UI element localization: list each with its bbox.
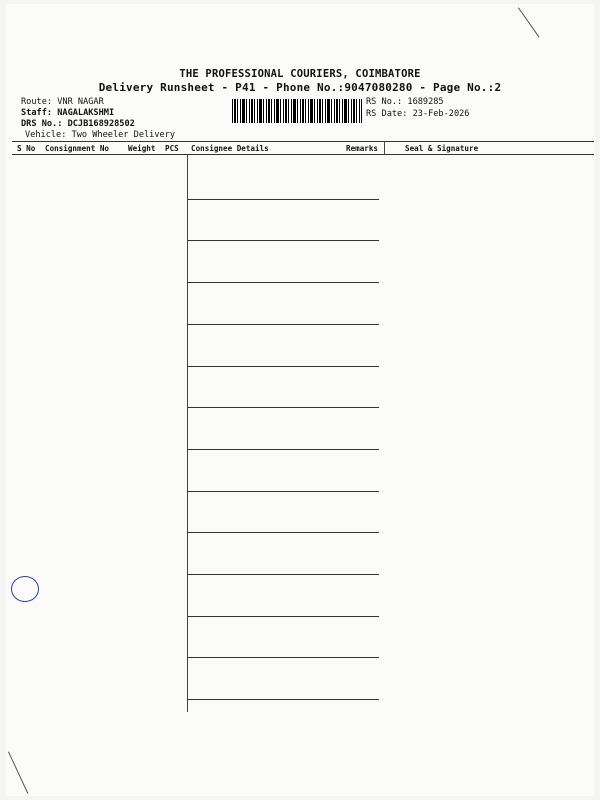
runsheet-subtitle: Delivery Runsheet - P41 - Phone No.:9047080280 - Page No.:2 <box>98 81 502 94</box>
row-separator <box>187 532 379 533</box>
rs-date: RS Date: 23-Feb-2026 <box>366 109 470 119</box>
col-remarks: Remarks <box>346 144 379 153</box>
row-separator <box>187 699 379 700</box>
row-separator <box>187 574 379 575</box>
table-header-rule <box>12 154 594 155</box>
row-separator <box>187 240 379 241</box>
barcode <box>232 99 362 123</box>
row-separator <box>187 324 379 325</box>
col-weight: Weight <box>128 144 156 153</box>
consignee-divider <box>187 154 188 712</box>
row-24-circle-mark <box>11 576 39 602</box>
vehicle-label: Vehicle: Two Wheeler Delivery <box>25 130 176 140</box>
col-sno: S No <box>17 144 36 153</box>
route-label: Route: VNR NAGAR <box>21 97 104 107</box>
row-separator <box>187 366 379 367</box>
row-separator <box>187 616 379 617</box>
table-top-rule <box>12 141 594 142</box>
row-separator <box>187 282 379 283</box>
row-separator <box>187 199 379 200</box>
col-pcs: PCS <box>165 144 179 153</box>
row-separator <box>187 407 379 408</box>
staff-label: Staff: NAGALAKSHMI <box>21 108 115 118</box>
row-separator <box>187 491 379 492</box>
row-separator <box>187 657 379 658</box>
rs-number: RS No.: 1689285 <box>366 97 444 107</box>
remarks-divider <box>384 141 385 155</box>
col-seal: Seal & Signature <box>405 144 479 153</box>
col-consignment: Consignment No <box>45 144 110 153</box>
row-separator <box>187 449 379 450</box>
company-title: THE PROFESSIONAL COURIERS, COIMBATORE <box>179 68 421 80</box>
col-consignee: Consignee Details <box>191 144 269 153</box>
drs-label: DRS No.: DCJB168928502 <box>21 119 135 129</box>
